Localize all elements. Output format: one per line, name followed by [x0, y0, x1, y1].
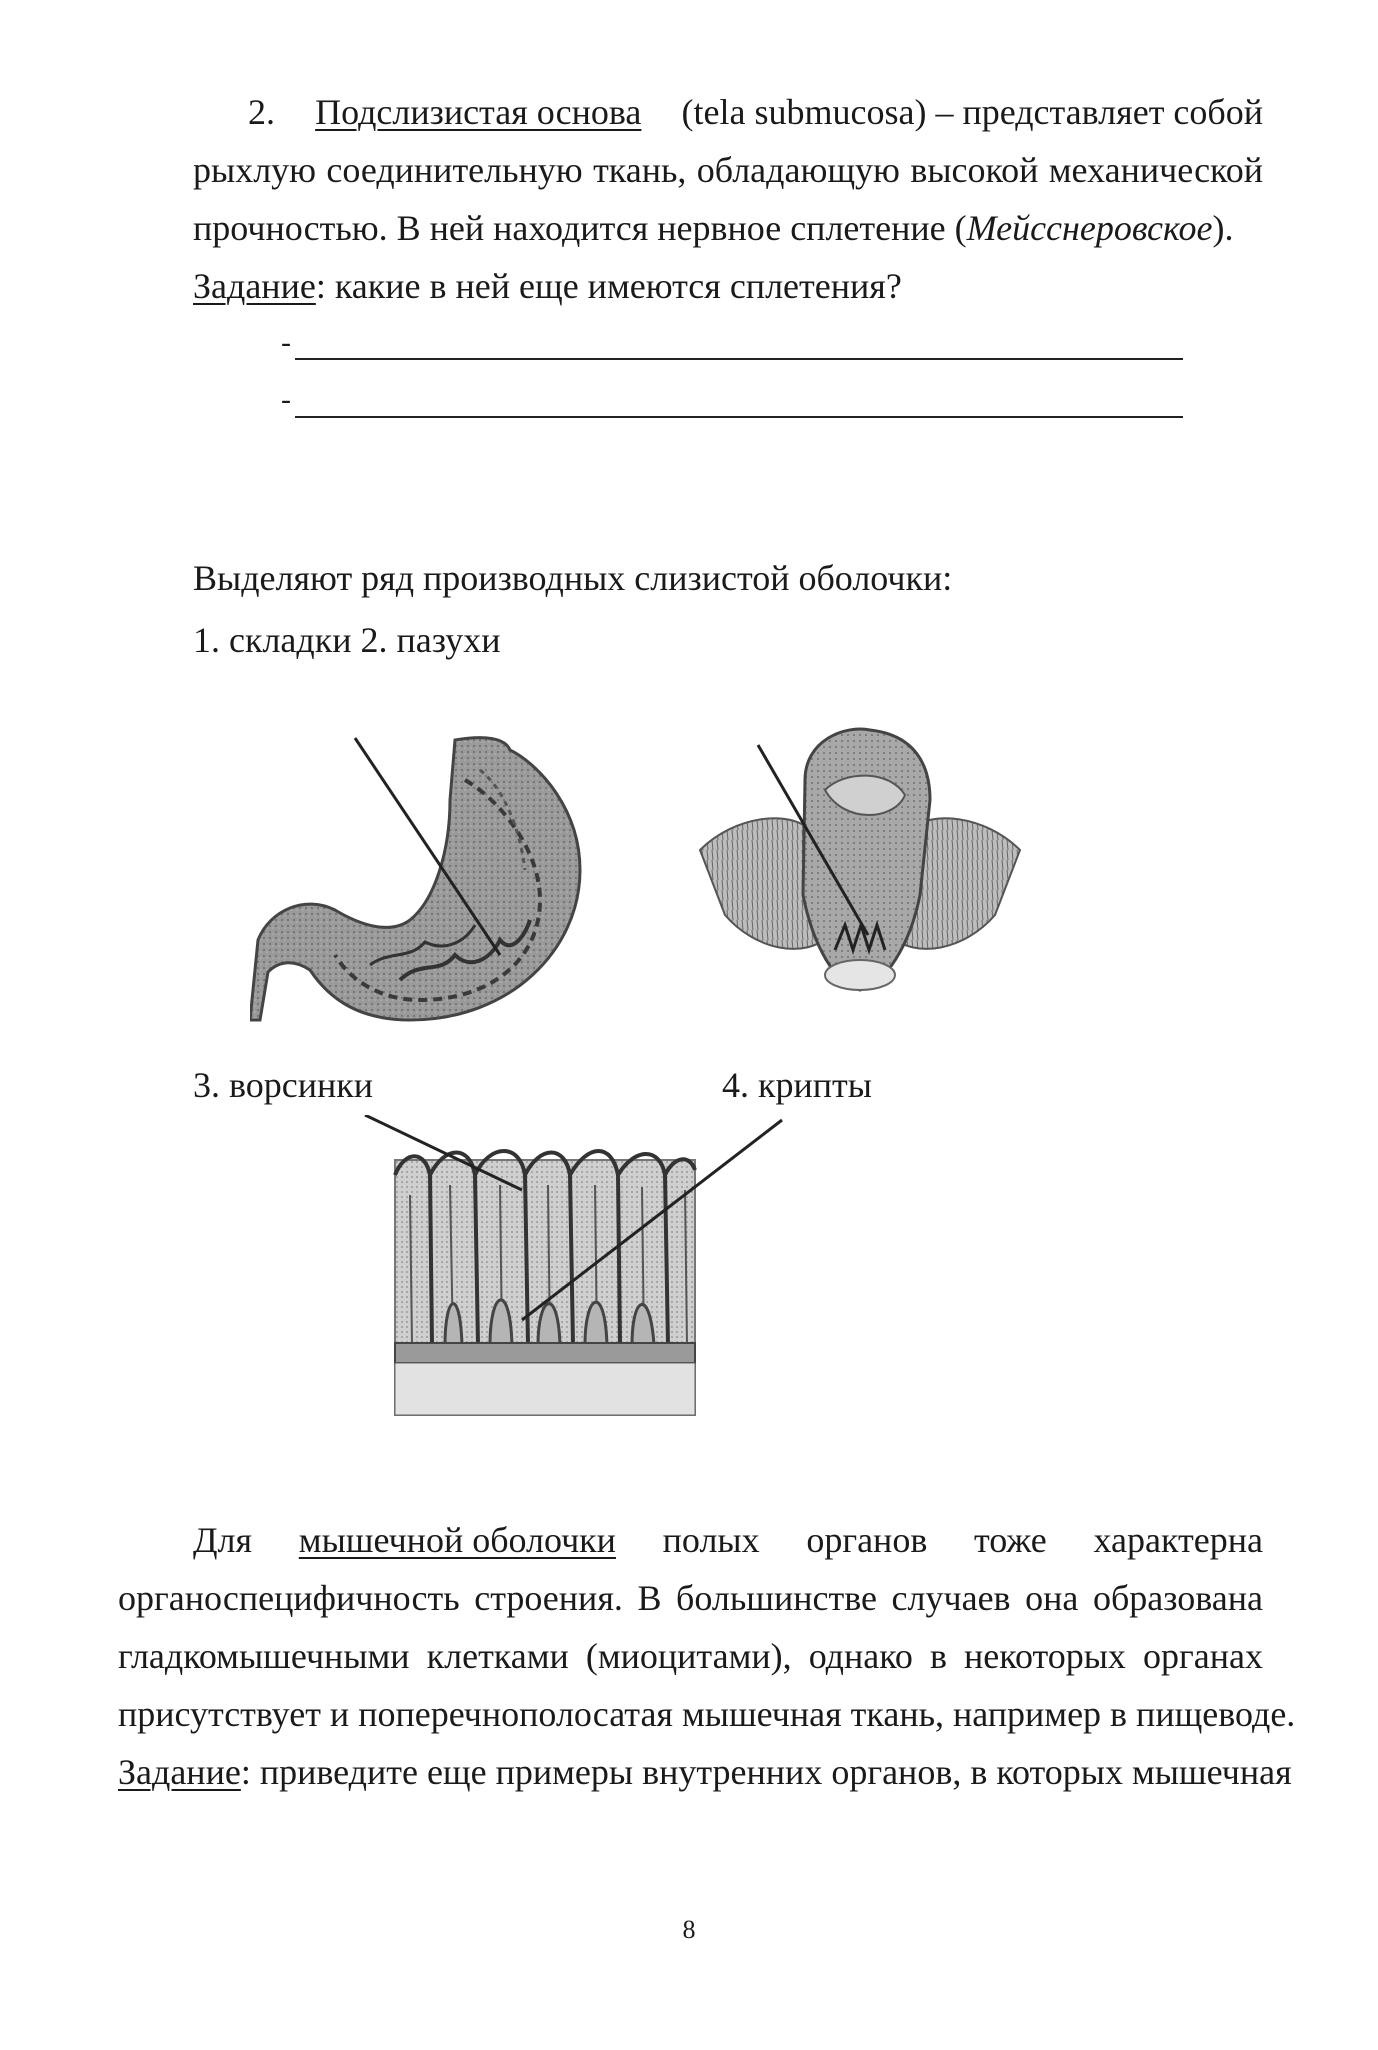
word-dlya: Для: [193, 1520, 253, 1560]
task-label: Задание: [193, 266, 316, 306]
task-line-1: [193, 264, 902, 308]
line1-rest: (tela submucosa) – представляет собой: [681, 92, 1263, 132]
line3-text: прочностью. В ней находится нервное сплетение (: [193, 208, 967, 248]
paragraph-line-3: [193, 206, 1233, 250]
blank-dash-2: -: [281, 383, 291, 416]
meissner-plexus: Мейсснеровское: [966, 208, 1213, 248]
paragraph-line-2: рыхлую соединительную ткань, обладающую высокой механической: [193, 150, 1263, 190]
paragraph-line-1: [248, 90, 1263, 134]
item-number: 2.: [248, 92, 275, 132]
anal-sinuses-figure: [695, 720, 1025, 1020]
task-label-2: Задание: [118, 1752, 241, 1792]
muscle-paragraph-line-4: присутствует и поперечнополосатая мышечная ткань, например в пищеводе.: [118, 1694, 1296, 1734]
word-kharakterna: характерна: [1093, 1520, 1263, 1560]
muscle-paragraph-line-3: гладкомышечными клетками (миоцитами), однако в некоторых органах: [118, 1636, 1263, 1676]
derivatives-row-1: 1. складки 2. пазухи: [193, 620, 501, 660]
task-line-2: [118, 1750, 1292, 1794]
term-submucosa: Подслизистая основа: [315, 92, 642, 132]
word-tozhe: тоже: [974, 1520, 1047, 1560]
task-text: : какие в ней еще имеются сплетения?: [315, 266, 902, 306]
muscle-paragraph-line-2: органоспецифичность строения. В большинстве случаев она образована: [118, 1578, 1263, 1618]
villi-crypts-figure: [350, 1115, 810, 1435]
derivatives-heading: Выделяют ряд производных слизистой оболочки:: [193, 558, 953, 598]
label-crypts: 4. крипты: [722, 1065, 872, 1105]
stomach-folds-figure: [250, 720, 670, 1050]
label-villi: 3. ворсинки: [193, 1065, 374, 1105]
blank-dash-1: -: [281, 326, 291, 359]
line3-end: ).: [1212, 208, 1234, 248]
term-muscular-layer: мышечной оболочки: [298, 1520, 616, 1560]
answer-blank-2[interactable]: [295, 416, 1183, 418]
word-organov: органов: [806, 1520, 928, 1560]
task-text-2: : приведите еще примеры внутренних органов, в которых мышечная: [240, 1752, 1292, 1792]
word-polykh: полых: [662, 1520, 760, 1560]
answer-blank-1[interactable]: [295, 358, 1183, 360]
muscle-paragraph-line-1: [193, 1518, 1263, 1562]
page-number: 8: [682, 1915, 696, 1944]
